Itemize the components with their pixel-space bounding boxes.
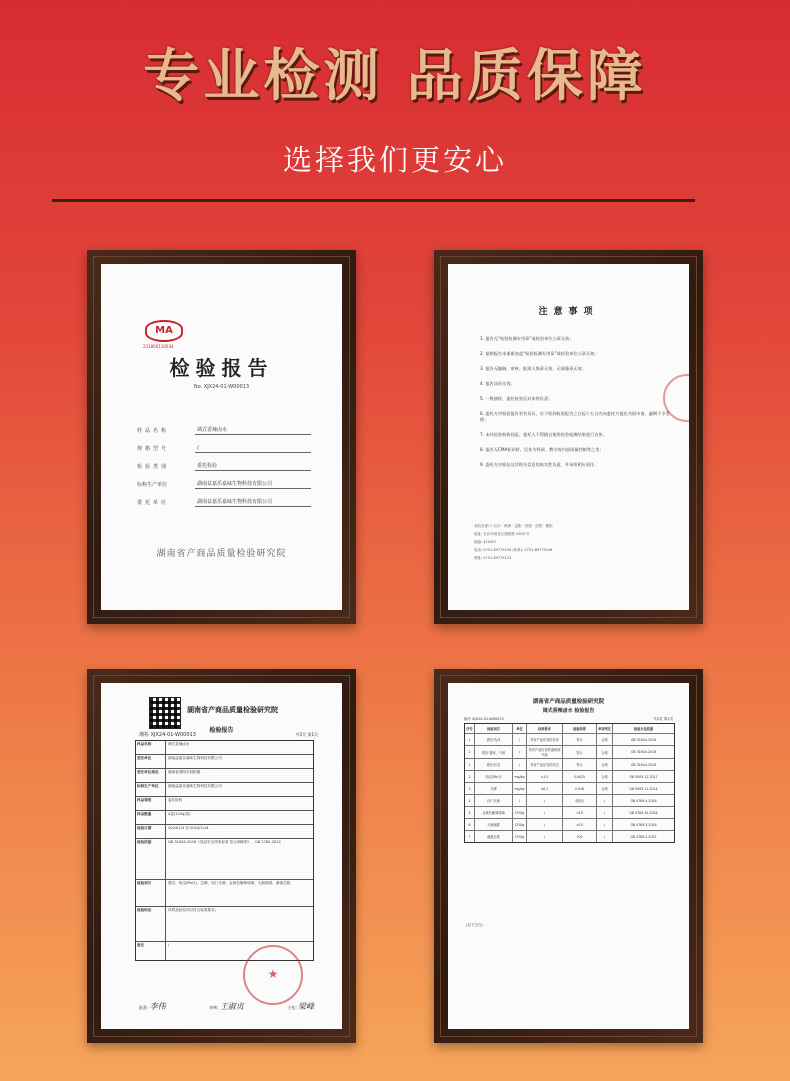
certificate-frame-report-page2 — [434, 669, 703, 1043]
headline: 专业检测 品质保障 — [143, 44, 647, 109]
row-label: 样品名称 — [136, 741, 166, 754]
subtitle: 选择我们更安心 — [282, 143, 507, 177]
notice-item: 9. 委托方对样品及其相关信息的真实性负责，并承担相应责任。 — [480, 462, 599, 467]
contact-line: 邮编: 410007 — [474, 540, 497, 544]
row-label: 标称生产单位 — [136, 783, 166, 796]
table-cell: 大肠菌群 — [475, 819, 513, 830]
table-cell: 1 — [465, 734, 475, 745]
table-cell: mg/kg — [513, 783, 527, 794]
table-row — [136, 769, 313, 783]
table-cell: 符合 — [563, 734, 597, 745]
field-manufacturer — [137, 480, 311, 489]
contact-block — [474, 524, 675, 564]
notice-item: 6. 委托方对检验报告若有异议，应于收到检验报告之日起十五日内向委托方提出书面申请，逾期不予受理； — [480, 411, 670, 422]
table-cell: <10 — [563, 819, 597, 830]
table-row — [465, 746, 674, 759]
table-cell: mg/kg — [513, 771, 527, 782]
table-cell: 5 — [465, 807, 475, 818]
notice-item: 5. 一般抽样，委托检验仅对来样负责； — [480, 396, 553, 401]
table-cell: 感官·滋味、气味 — [475, 746, 513, 758]
contact-line: 网址: 0731-89775123 — [474, 556, 512, 560]
page-indicator: 共2页 第2页 — [653, 717, 673, 721]
table-cell: 100 — [563, 831, 597, 842]
column-header: 序号 — [465, 724, 475, 733]
table-cell: / — [513, 795, 527, 806]
row-value: GB 31644-2018《食品安全国家标准 复合调味料》、GB 2762-2022 — [168, 840, 281, 844]
signature-row — [139, 1001, 314, 1012]
notice-item: 7. 未经检验机构同意，委托人不得擅自使用检验检测结果进行宣传； — [480, 432, 607, 437]
table-cell: 4 — [465, 795, 475, 806]
signature — [287, 1001, 314, 1012]
row-value: 湖南省浏阳市洞阳镇 — [168, 770, 201, 774]
table-cell: / — [527, 795, 563, 806]
table-cell: / — [597, 831, 613, 842]
contact-line: 地址: 长沙市雨花区德政路 1000 号 — [474, 532, 530, 536]
institute-name: 湖南省产商品质量检验研究院 — [187, 706, 278, 714]
cma-logo-icon: MA — [145, 320, 183, 342]
table-row — [136, 825, 313, 839]
table-cell: 沙门氏菌 — [475, 795, 513, 806]
report-title: 检验报告 — [169, 356, 274, 380]
table-cell: 未检出 — [563, 795, 597, 806]
signature-name: 王淑贞 — [219, 1002, 244, 1011]
table-cell: <10 — [563, 807, 597, 818]
end-note: (以下空白) — [466, 923, 483, 927]
field-sample-name — [137, 426, 311, 435]
column-header: 检验项目 — [475, 724, 513, 733]
table-cell: 铅(以Pb计) — [475, 771, 513, 782]
table-cell: 符合 — [563, 746, 597, 758]
table-cell: 总砷 — [475, 783, 513, 794]
row-label: 检验项目 — [136, 880, 166, 906]
table-cell: 0.016 — [563, 783, 597, 794]
table-cell: / — [513, 759, 527, 770]
field-label: 规格型号 — [137, 446, 170, 452]
certificate-frame-cover — [87, 250, 356, 624]
row-value: 感官、铅(以Pb计)、总砷、铝门氏菌、金黄色葡萄球菌、大肠菌群、菌落总数 — [168, 881, 291, 885]
row-label: 检验依据 — [136, 839, 166, 879]
row-value: 调式香辣卤水 — [168, 742, 190, 746]
table-cell: 具有产品应有的滋味和气味 — [527, 746, 563, 758]
table-cell: 合格 — [597, 746, 613, 758]
notice-item: 1. 报告无“检验检测专用章”或检验单位公章无效； — [480, 336, 574, 341]
table-row — [136, 839, 313, 880]
table-cell: CFU/g — [513, 819, 527, 830]
signature-role: 主检: — [287, 1005, 297, 1010]
table-row — [136, 783, 313, 797]
field-label: 标称生产单位 — [137, 482, 168, 488]
table-cell: / — [513, 734, 527, 745]
signature-role: 审核: — [209, 1005, 219, 1010]
table-cell: 6 — [465, 819, 475, 830]
table-cell: 合格 — [597, 771, 613, 782]
stamp-icon — [243, 945, 303, 1005]
table-cell: GB 5009.12-2017 — [629, 774, 658, 779]
field-client — [137, 498, 311, 507]
report-page-1 — [101, 683, 342, 1029]
signature — [139, 1001, 166, 1012]
table-cell: GB 4789.4-2016 — [630, 798, 657, 803]
table-cell: / — [597, 819, 613, 830]
table-row — [136, 880, 313, 907]
table-cell: 合格 — [597, 734, 613, 745]
star-icon: ★ — [267, 967, 279, 981]
table-cell: GB 4789.2-2022 — [630, 834, 657, 839]
field-label: 样品名称 — [137, 428, 170, 434]
table-row — [136, 797, 313, 811]
report-number: No. XJX24-01-W00013 — [193, 384, 250, 390]
table-row — [465, 795, 674, 807]
table-cell: / — [597, 807, 613, 818]
table-cell: ≤0.1 — [527, 783, 563, 794]
report-page-2 — [448, 683, 689, 1029]
field-category — [137, 462, 311, 471]
row-label: 样品数量 — [136, 811, 166, 824]
table-cell: GB 5009.11-2014 — [629, 786, 658, 791]
row-value: 湖南益嘉乐嘉味生物科技有限公司 — [168, 756, 222, 760]
table-row — [136, 907, 313, 942]
table-cell: GB 31644-2018 — [630, 750, 657, 754]
field-value: 委托检验 — [195, 462, 311, 471]
table-cell: 具有产品应有的色泽 — [527, 734, 563, 745]
notice-page — [448, 264, 689, 610]
table-row — [465, 807, 674, 819]
institute-name: 湖南省产商品质量检验研究院 — [156, 549, 287, 559]
row-label: 备注 — [136, 942, 166, 960]
signature-name: 梁峰 — [297, 1002, 314, 1011]
notice-item: 8. 报告无CMA标识时，仅作为科研、教学或内部质量控制等之用； — [480, 447, 604, 452]
certificate-frame-report-page1 — [87, 669, 356, 1043]
table-row — [465, 771, 674, 783]
cma-number: 231800110034 — [143, 344, 174, 349]
row-value: / — [168, 943, 170, 947]
table-cell: CFU/g — [513, 831, 527, 842]
notice-list — [480, 336, 671, 477]
table-cell: 3 — [465, 783, 475, 794]
table-cell: CFU/g — [513, 807, 527, 818]
table-row — [465, 759, 674, 771]
table-cell: 感官·色泽 — [475, 734, 513, 745]
field-label: 委托单位 — [137, 500, 170, 506]
table-row — [465, 734, 674, 746]
table-cell: GB 4789.10-2016 — [629, 810, 658, 815]
table-cell: / — [597, 795, 613, 806]
report-number: 湘检 XJX24-01-W00013 — [139, 732, 196, 738]
signature — [209, 1001, 244, 1012]
field-value: 湖南益嘉乐嘉味生物科技有限公司 — [195, 480, 311, 489]
table-cell: 符合 — [563, 759, 597, 770]
row-value: 委托检验 — [168, 798, 183, 802]
table-header — [465, 724, 674, 734]
table-body — [465, 734, 674, 842]
table-cell: GB 4789.3-2016 — [630, 822, 657, 827]
row-label: 检验日期 — [136, 825, 166, 838]
table-cell: 合格 — [597, 783, 613, 794]
row-label: 委托单位 — [136, 755, 166, 768]
field-spec — [137, 444, 311, 453]
field-value: 调式香辣卤水 — [195, 426, 311, 435]
field-label: 检验类别 — [137, 464, 170, 470]
institute-name: 湖南省产商品质量检验研究院 — [532, 699, 605, 705]
report-cover-page — [101, 264, 342, 610]
table-cell: 金黄色葡萄球菌 — [475, 807, 513, 818]
table-cell: 7 — [465, 831, 475, 842]
row-value: 2024/1/3 至 2024/1/16 — [168, 826, 209, 830]
certificate-frame-notice — [434, 250, 703, 624]
column-header: 单位 — [513, 724, 527, 733]
signature-role: 批准: — [139, 1005, 149, 1010]
contact-line: 电话: 0731-89775100 (传真): 0731-89775106 — [474, 548, 553, 552]
table-cell: GB 31644-2018 — [630, 737, 657, 742]
table-cell: 1 — [465, 759, 475, 770]
report-title: 调式香辣卤水 检验报告 — [542, 708, 595, 714]
notice-item: 2. 复制报告未重新加盖“检验检测专用章”或检验单位公章无效； — [480, 351, 599, 356]
table-cell: GB 31644-2018 — [630, 762, 657, 767]
row-value: 湖南益嘉乐嘉味生物科技有限公司 — [168, 784, 222, 788]
table-cell: / — [513, 746, 527, 758]
row-value: 该样品检验项目符合标准要求。 — [168, 908, 219, 912]
table-cell: 1 — [465, 746, 475, 758]
table-cell: 具有产品应有的状态 — [527, 759, 563, 770]
notice-title: 注意事项 — [538, 307, 599, 317]
report-table — [135, 740, 314, 961]
row-label: 样品等级 — [136, 797, 166, 810]
notice-item: 4. 报告涂改无效； — [480, 381, 515, 386]
row-label: 委托单位地址 — [136, 769, 166, 782]
row-label: 检验结论 — [136, 907, 166, 941]
table-cell: 2 — [465, 771, 475, 782]
report-title: 检验报告 — [209, 727, 234, 734]
row-value: 4袋(125g/袋) — [168, 812, 191, 816]
page-indicator: 共2页 第1页 — [295, 732, 318, 737]
column-header: 单项判定 — [597, 724, 613, 733]
column-header: 检验方法依据 — [633, 727, 654, 731]
column-header: 检验结果 — [563, 724, 597, 733]
signature-name: 李伟 — [149, 1002, 166, 1011]
table-row — [465, 831, 674, 842]
column-header: 标准要求 — [527, 724, 563, 733]
results-table — [464, 723, 675, 843]
table-cell: 感官·状态 — [475, 759, 513, 770]
report-number: 编号 XJX24-01-W00013 — [464, 717, 504, 721]
table-cell: 合格 — [597, 759, 613, 770]
table-cell: ≤1.0 — [527, 771, 563, 782]
table-cell: / — [527, 819, 563, 830]
table-cell: / — [527, 831, 563, 842]
table-row — [136, 755, 313, 769]
table-cell: / — [527, 807, 563, 818]
table-cell: 菌落总数 — [475, 831, 513, 842]
table-row — [136, 741, 313, 755]
table-row — [465, 819, 674, 831]
field-value: 湖南益嘉乐嘉味生物科技有限公司 — [195, 498, 311, 507]
notice-item: 3. 报告无编制、审核、批准人签章无效，无骑缝章无效； — [480, 366, 586, 371]
divider — [52, 199, 695, 202]
table-cell: 0.0025 — [563, 771, 597, 782]
contact-line: 本院各部门: 长沙 · 株洲 · 益阳 · 常德 · 岳阳 · 衡阳 — [474, 524, 553, 528]
field-value: / — [195, 444, 311, 453]
table-row — [136, 811, 313, 825]
table-row — [465, 783, 674, 795]
